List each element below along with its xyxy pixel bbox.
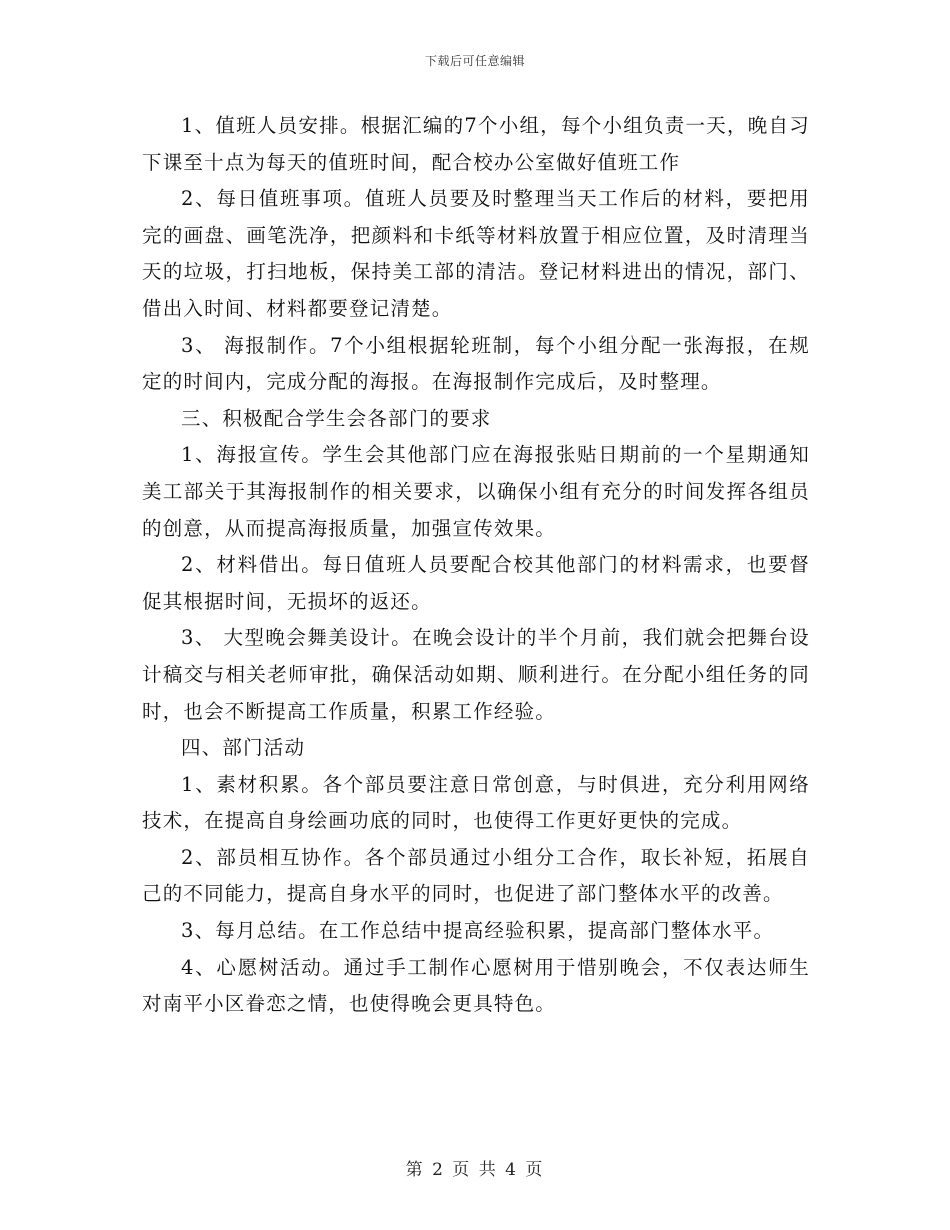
page-header: 下载后可任意编辑 bbox=[424, 54, 525, 68]
paragraph-material-lending: 2、材料借出。每日值班人员要配合校其他部门的材料需求，也要督促其根据时间，无损坏的返还。 bbox=[142, 553, 810, 613]
paragraph-duty-arrangement: 1、值班人员安排。根据汇编的7个小组，每个小组负责一天，晚自习下课至十点为每天的值班时间，配合校办公室做好值班工作 bbox=[142, 114, 810, 174]
section-heading-activities: 四、部门活动 bbox=[181, 736, 306, 760]
paragraph-poster-publicity: 1、海报宣传。学生会其他部门应在海报张贴日期前的一个星期通知美工部关于其海报制作的相关要求，以确保小组有充分的时间发挥各组员的创意，从而提高海报质量，加强宣传效果。 bbox=[142, 443, 810, 540]
section-heading-cooperation: 三、积极配合学生会各部门的要求 bbox=[181, 406, 492, 430]
paragraph-poster-production: 3、 海报制作。7个小组根据轮班制，每个小组分配一张海报，在规定的时间内，完成分配的海报。在海报制作完成后，及时整理。 bbox=[142, 333, 810, 394]
paragraph-stage-design: 3、 大型晚会舞美设计。在晚会设计的半个月前，我们就会把舞台设计稿交与相关老师审批，确保活动如期、顺利进行。在分配小组任务的同时，也会不断提高工作质量，积累工作经验。 bbox=[142, 626, 810, 723]
document-body bbox=[142, 108, 810, 1023]
paragraph-monthly-summary: 3、每月总结。在工作总结中提高经验积累，提高部门整体水平。 bbox=[181, 919, 775, 943]
page-number: 第 2 页 共 4 页 bbox=[405, 1160, 545, 1180]
paragraph-material-accumulation: 1、素材积累。各个部员要注意日常创意，与时俱进，充分利用网络技术，在提高自身绘画功底的同时，也使得工作更好更快的完成。 bbox=[142, 772, 810, 833]
paragraph-daily-duty: 2、每日值班事项。值班人员要及时整理当天工作后的材料，要把用完的画盘、画笔洗净，把颜料和卡纸等材料放置于相应位置，及时清理当天的垃圾，打扫地板，保持美工部的清洁。登记材料进出的情况，部门、借出入时间、材料都要登记清楚。 bbox=[142, 187, 810, 320]
paragraph-wish-tree: 4、心愿树活动。通过手工制作心愿树用于惜别晚会，不仅表达师生对南平小区眷恋之情，也使得晚会更具特色。 bbox=[142, 955, 810, 1016]
paragraph-collaboration: 2、部员相互协作。各个部员通过小组分工合作，取长补短，拓展自己的不同能力，提高自身水平的同时，也促进了部门整体水平的改善。 bbox=[142, 845, 810, 906]
